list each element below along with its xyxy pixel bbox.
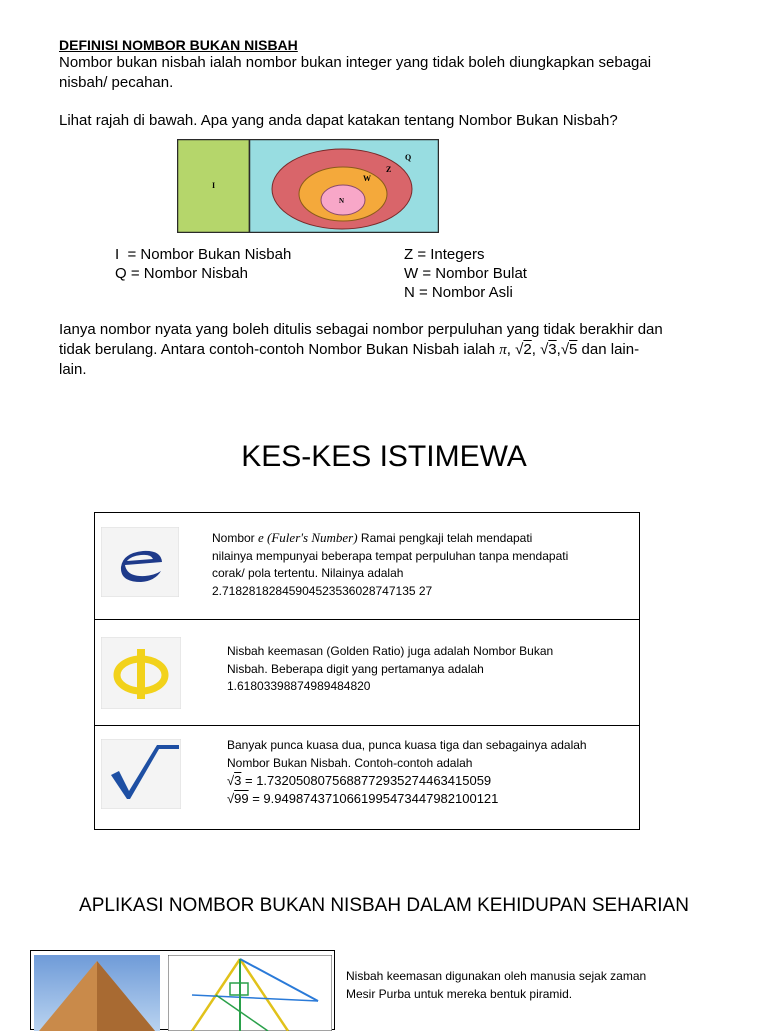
pyramid-photo [34, 955, 160, 1031]
description-line-1: Ianya nombor nyata yang boleh ditulis sebagai nombor perpuluhan yang tidak berakhir dan [59, 321, 663, 338]
e-math: e (Fuler's Number) [258, 530, 358, 545]
legend-w: W = Nombor Bulat [404, 265, 527, 282]
case-phi-value: 1.61803398874989484820 [227, 679, 371, 693]
application-title: APLIKASI NOMBOR BUKAN NISBAH DALAM KEHIDUPAN SEHARIAN [79, 895, 689, 916]
case-root-line-2: Nombor Bukan Nisbah. Contoh-contoh adalah [227, 755, 473, 770]
case-phi-text [227, 643, 627, 696]
definition-line-2: nisbah/ pecahan. [59, 74, 174, 91]
legend-right [404, 245, 527, 302]
case-root-example-1: √3 = 1.7320508075688772935274463415059 [227, 773, 492, 788]
label-n: N [339, 197, 345, 205]
special-cases-title: KES-KES ISTIMEWA [241, 440, 527, 473]
number-sets-diagram [177, 139, 439, 233]
description-line-2-suffix: dan lain- [577, 341, 640, 358]
pyramid-images [30, 950, 335, 1030]
case-phi-line-1: Nisbah keemasan (Golden Ratio) juga adalah Nombor Bukan [227, 644, 554, 658]
sqrt3: √3 [540, 341, 557, 358]
legend-n: N = Nombor Asli [404, 284, 513, 301]
case-root-line-1: Banyak punca kuasa dua, punca kuasa tiga dan sebagainya adalah [227, 738, 587, 752]
e-letter-icon [101, 527, 179, 597]
legend-left [115, 245, 291, 283]
case-e-line-3: corak/ pola tertentu. Nilainya adalah [212, 566, 404, 580]
case-e-text [212, 529, 632, 600]
definition-text [59, 53, 651, 93]
label-q: Q [405, 153, 412, 162]
sqrt5: √5 [560, 341, 578, 358]
application-line-1: Nisbah keemasan digunakan oleh manusia sejak zaman [346, 969, 647, 983]
case-root-example-2: √99 = 9.9498743710661995473447982100121 [227, 790, 499, 806]
case-e-value: 2.71828182845904523536028747135 27 [212, 583, 433, 598]
legend-z: Z = Integers [404, 246, 485, 263]
case-row-phi [95, 619, 639, 726]
label-z: Z [386, 165, 392, 174]
case-root-text [227, 737, 627, 807]
description-text [59, 320, 739, 380]
application-line-2: Mesir Purba untuk mereka bentuk piramid. [346, 987, 573, 1001]
definition-heading: DEFINISI NOMBOR BUKAN NISBAH [59, 37, 298, 53]
case-phi-line-2: Nisbah. Beberapa digit yang pertamanya adalah [227, 661, 484, 676]
sqrt2: √2 [515, 341, 532, 358]
case-row-root [95, 725, 639, 829]
diagram-question: Lihat rajah di bawah. Apa yang anda dapat katakan tentang Nombor Bukan Nisbah? [59, 112, 618, 129]
pyramid-geometry-diagram [168, 955, 332, 1031]
label-w: W [363, 174, 371, 183]
application-text [346, 967, 686, 1003]
case-e-line-2: nilainya mempunyai beberapa tempat perpuluhan tanpa mendapati [212, 548, 569, 563]
case-e-line-1: Nombor e (Fuler's Number) Ramai pengkaji telah mendapati [212, 530, 533, 545]
legend-q: Q = Nombor Nisbah [115, 265, 248, 282]
pi-symbol: π [499, 342, 507, 358]
definition-line-1: Nombor bukan nisbah ialah nombor bukan integer yang tidak boleh diungkapkan sebagai [59, 54, 652, 71]
phi-letter-icon [101, 637, 181, 709]
description-line-3: lain. [59, 361, 87, 378]
label-i: I [212, 181, 216, 190]
description-line-2-prefix: tidak berulang. Antara contoh-contoh Nombor Bukan Nisbah ialah [59, 341, 500, 358]
special-cases-table [94, 512, 640, 830]
square-root-icon [101, 739, 181, 809]
legend-i: I = Nombor Bukan Nisbah [115, 246, 292, 263]
description-line-2: tidak berulang. Antara contoh-contoh Nombor Bukan Nisbah ialah π, √2, √3,√5 dan lain- [59, 341, 640, 358]
case-row-e [95, 513, 639, 620]
